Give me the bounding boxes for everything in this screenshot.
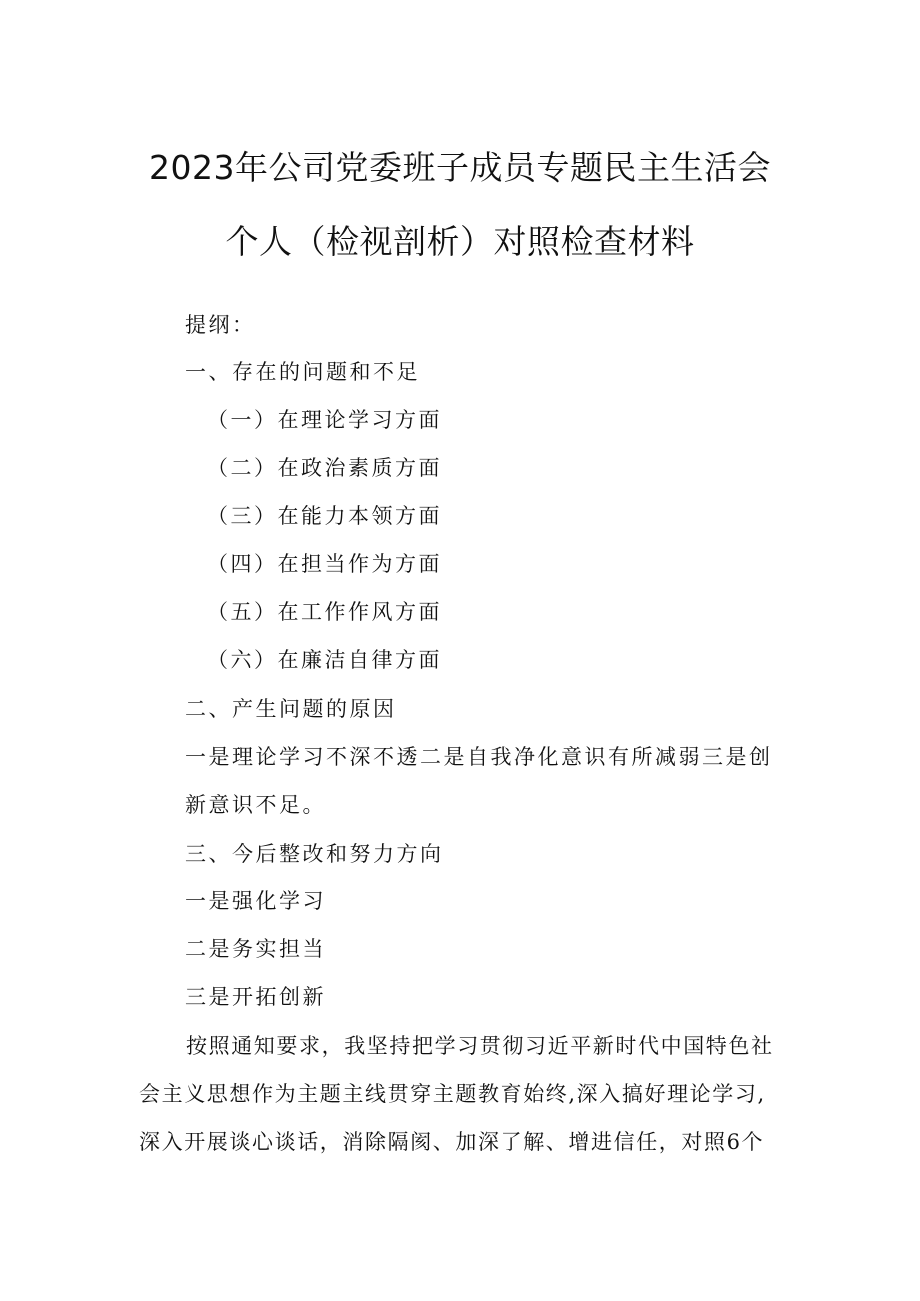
section-3-item: 三是开拓创新 xyxy=(185,985,326,1009)
body-paragraph-line: 会主义思想作为主题主线贯穿主题教育始终,深入搞好理论学习, xyxy=(139,1082,766,1106)
section-2-heading: 二、产生问题的原因 xyxy=(185,697,397,721)
section-3-item: 二是务实担当 xyxy=(185,937,326,961)
section-1-item: （四）在担当作为方面 xyxy=(207,552,442,576)
document-title-line-1: 2023年公司党委班子成员专题民主生活会 xyxy=(149,148,771,187)
section-1-item: （一）在理论学习方面 xyxy=(207,408,442,432)
document-title-line-2: 个人（检视剖析）对照检查材料 xyxy=(225,222,695,261)
outline-label: 提纲： xyxy=(185,313,256,337)
body-paragraph-line: 按照通知要求，我坚持把学习贯彻习近平新时代中国特色社 xyxy=(186,1034,774,1058)
section-1-item: （二）在政治素质方面 xyxy=(207,456,442,480)
section-1-item: （六）在廉洁自律方面 xyxy=(207,648,442,672)
section-1-item: （五）在工作作风方面 xyxy=(207,600,442,624)
section-3-item: 一是强化学习 xyxy=(185,889,326,913)
section-2-text-line: 一是理论学习不深不透二是自我净化意识有所减弱三是创 xyxy=(185,745,773,769)
section-2-text-line: 新意识不足。 xyxy=(185,793,326,817)
section-1-heading: 一、存在的问题和不足 xyxy=(185,360,420,384)
section-1-item: （三）在能力本领方面 xyxy=(207,504,442,528)
body-paragraph-line: 深入开展谈心谈话，消除隔阂、加深了解、增进信任，对照6个 xyxy=(139,1130,765,1154)
section-3-heading: 三、今后整改和努力方向 xyxy=(185,842,444,866)
